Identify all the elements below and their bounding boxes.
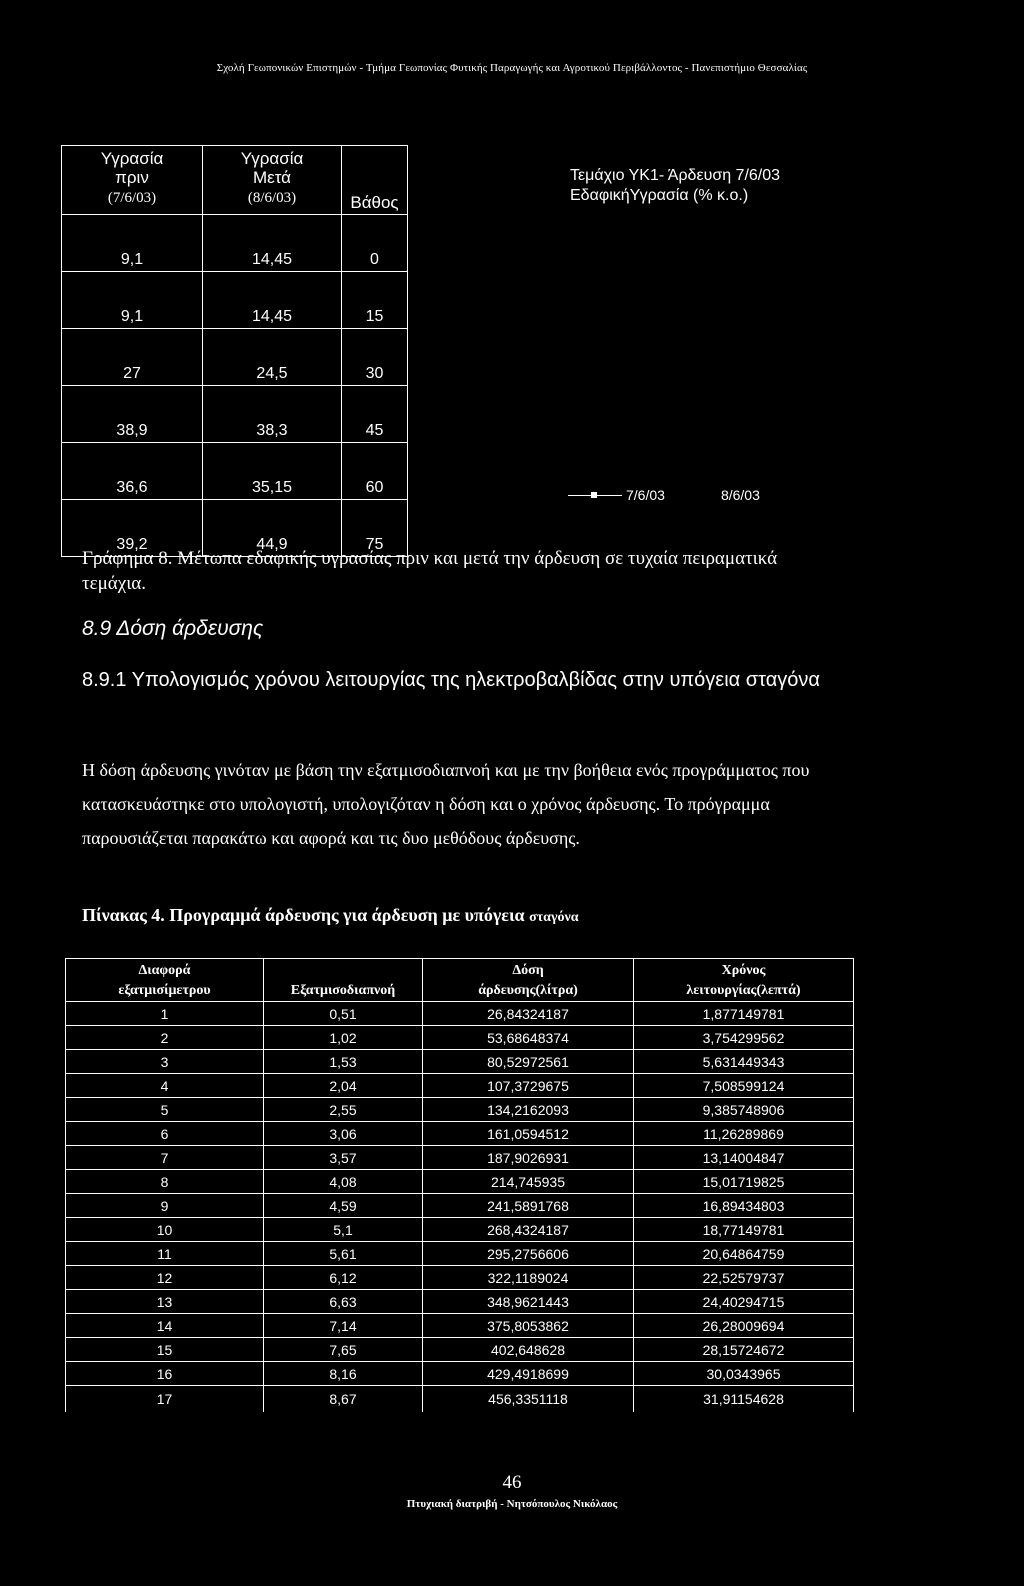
cell-evaporimeter-difference: 3 (66, 1050, 264, 1074)
header-col4-line1: Χρόνος (721, 963, 766, 978)
table-row (66, 1266, 854, 1290)
cell-operation-time: 3,754299562 (634, 1026, 854, 1050)
table-row (66, 1050, 854, 1074)
cell-evaporimeter-difference: 12 (66, 1266, 264, 1290)
chart-title-line2: ΕδαφικήΥγρασία (% κ.ο.) (570, 187, 749, 204)
cell-irrigation-dose: 241,5891768 (423, 1194, 634, 1218)
cell-operation-time: 20,64864759 (634, 1242, 854, 1266)
cell-evapotranspiration: 2,04 (264, 1074, 423, 1098)
cell-irrigation-dose: 322,1189024 (423, 1266, 634, 1290)
cell-operation-time: 28,15724672 (634, 1338, 854, 1362)
subsection-heading: 8.9.1 Υπολογισμός χρόνου λειτουργίας της ηλεκτροβαλβίδας στην υπόγεια σταγόνα (82, 669, 820, 691)
header-moisture-after (203, 146, 342, 215)
cell-operation-time: 9,385748906 (634, 1098, 854, 1122)
table-caption-tail: σταγόνα (529, 910, 579, 925)
cell-operation-time: 22,52579737 (634, 1266, 854, 1290)
cell-operation-time: 11,26289869 (634, 1122, 854, 1146)
cell-moisture-before: 9,1 (62, 215, 203, 272)
table-row (62, 215, 408, 272)
irrigation-table (65, 958, 854, 1412)
cell-evapotranspiration: 1,53 (264, 1050, 423, 1074)
footer-text: Πτυχιακή διατριβή - Νητσόπουλος Νικόλαος (406, 1498, 618, 1510)
header-evapotranspiration (264, 959, 423, 1002)
header-col4-line2: λειτουργίας(λεπτά) (686, 983, 801, 998)
cell-irrigation-dose: 161,0594512 (423, 1122, 634, 1146)
chart-title-line1: Τεμάχιο ΥΚ1- Άρδευση 7/6/03 (570, 167, 781, 184)
table-row (66, 1218, 854, 1242)
cell-evaporimeter-difference: 14 (66, 1314, 264, 1338)
table-row (66, 1242, 854, 1266)
cell-operation-time: 18,77149781 (634, 1218, 854, 1242)
moisture-table (61, 145, 408, 557)
chart-title (570, 166, 780, 206)
cell-irrigation-dose: 375,8053862 (423, 1314, 634, 1338)
header-before-line1: Υγρασία (100, 149, 164, 168)
header-depth: Βάθος (342, 146, 408, 215)
cell-evaporimeter-difference: 15 (66, 1338, 264, 1362)
header-evaporimeter-difference (66, 959, 264, 1002)
cell-operation-time: 13,14004847 (634, 1146, 854, 1170)
table-row (66, 1074, 854, 1098)
cell-depth: 60 (342, 443, 408, 500)
table-row (66, 1002, 854, 1026)
table-row (62, 272, 408, 329)
cell-depth: 15 (342, 272, 408, 329)
cell-irrigation-dose: 402,648628 (423, 1338, 634, 1362)
cell-evaporimeter-difference: 13 (66, 1290, 264, 1314)
irrigation-table-header (66, 959, 854, 1002)
moisture-table-header (62, 146, 408, 215)
header-col3-line2: άρδευσης(λίτρα) (478, 983, 578, 998)
cell-irrigation-dose: 348,9621443 (423, 1290, 634, 1314)
cell-evaporimeter-difference: 10 (66, 1218, 264, 1242)
cell-evapotranspiration: 6,63 (264, 1290, 423, 1314)
cell-evaporimeter-difference: 16 (66, 1362, 264, 1386)
cell-moisture-before: 39,2 (62, 500, 203, 557)
cell-evapotranspiration: 4,08 (264, 1170, 423, 1194)
cell-evaporimeter-difference: 2 (66, 1026, 264, 1050)
header-irrigation-dose (423, 959, 634, 1002)
cell-evapotranspiration: 3,57 (264, 1146, 423, 1170)
chart-legend (568, 487, 760, 503)
cell-irrigation-dose: 295,2756606 (423, 1242, 634, 1266)
cell-depth: 0 (342, 215, 408, 272)
cell-irrigation-dose: 53,68648374 (423, 1026, 634, 1050)
header-before-date: (7/6/03) (107, 190, 157, 206)
cell-moisture-before: 27 (62, 329, 203, 386)
table-row (66, 1386, 854, 1413)
section-heading: 8.9 Δόση άρδευσης (82, 617, 264, 640)
table-row (66, 1314, 854, 1338)
cell-operation-time: 30,0343965 (634, 1362, 854, 1386)
figure-caption: Γράφημα 8. Μέτωπα εδαφικής υγρασίας πριν και μετά την άρδευση σε τυχαία πειραματικά τεμάχια. (82, 548, 778, 594)
cell-evaporimeter-difference: 1 (66, 1002, 264, 1026)
table-row (62, 443, 408, 500)
cell-moisture-before: 9,1 (62, 272, 203, 329)
cell-moisture-after: 35,15 (203, 443, 342, 500)
table-row (66, 1170, 854, 1194)
cell-operation-time: 31,91154628 (634, 1386, 854, 1413)
cell-moisture-before: 38,9 (62, 386, 203, 443)
cell-operation-time: 5,631449343 (634, 1050, 854, 1074)
cell-evapotranspiration: 0,51 (264, 1002, 423, 1026)
header-after-line1: Υγρασία (240, 149, 304, 168)
page-number: 46 (502, 1472, 522, 1493)
cell-evapotranspiration: 5,61 (264, 1242, 423, 1266)
header-after-date: (8/6/03) (247, 190, 297, 206)
table-caption (82, 905, 579, 926)
cell-moisture-after: 14,45 (203, 272, 342, 329)
cell-irrigation-dose: 187,9026931 (423, 1146, 634, 1170)
header-col3-line1: Δόση (512, 963, 544, 978)
cell-irrigation-dose: 26,84324187 (423, 1002, 634, 1026)
header-col1-line2: εξατμισίμετρου (118, 983, 211, 998)
table-row (66, 1194, 854, 1218)
cell-evapotranspiration: 7,14 (264, 1314, 423, 1338)
cell-depth: 30 (342, 329, 408, 386)
header-operation-time (634, 959, 854, 1002)
cell-evapotranspiration: 6,12 (264, 1266, 423, 1290)
body-paragraph: Η δόση άρδευσης γινόταν με βάση την εξατμισοδιαπνοή και με την βοήθεια ενός προγράμματος που κατασκευάστηκε στο υπολογιστή, υπολογιζόταν η δόση και ο χρόνος άρδευσης. Το πρόγραμμα παρουσιάζεται παρακάτω και αφορά και τις δυο μεθόδους άρδευσης. (82, 760, 810, 848)
table-caption-main: Πίνακας 4. Προγραμμά άρδευσης για άρδευση με υπόγεια (82, 905, 525, 925)
cell-irrigation-dose: 107,3729675 (423, 1074, 634, 1098)
table-row (66, 1338, 854, 1362)
cell-operation-time: 16,89434803 (634, 1194, 854, 1218)
cell-irrigation-dose: 214,745935 (423, 1170, 634, 1194)
cell-irrigation-dose: 134,2162093 (423, 1098, 634, 1122)
cell-evapotranspiration: 8,16 (264, 1362, 423, 1386)
running-header: Σχολή Γεωπονικών Επιστημών - Τμήμα Γεωπονίας Φυτικής Παραγωγής και Αγροτικού Περιβάλλοντος - Πανεπιστήμιο Θεσσαλίας (216, 62, 808, 74)
header-after-line2: Μετά (252, 168, 292, 187)
cell-depth: 45 (342, 386, 408, 443)
cell-evapotranspiration: 7,65 (264, 1338, 423, 1362)
cell-evaporimeter-difference: 8 (66, 1170, 264, 1194)
cell-evapotranspiration: 3,06 (264, 1122, 423, 1146)
header-col1-line1: Διαφορά (138, 963, 191, 978)
cell-evaporimeter-difference: 17 (66, 1386, 264, 1413)
cell-moisture-after: 44,9 (203, 500, 342, 557)
cell-operation-time: 24,40294715 (634, 1290, 854, 1314)
cell-evaporimeter-difference: 9 (66, 1194, 264, 1218)
legend-label-series1: 7/6/03 (626, 487, 665, 503)
cell-evapotranspiration: 2,55 (264, 1098, 423, 1122)
cell-operation-time: 1,877149781 (634, 1002, 854, 1026)
cell-irrigation-dose: 268,4324187 (423, 1218, 634, 1242)
cell-moisture-after: 38,3 (203, 386, 342, 443)
cell-evaporimeter-difference: 4 (66, 1074, 264, 1098)
table-row (66, 1098, 854, 1122)
cell-depth: 75 (342, 500, 408, 557)
cell-moisture-after: 14,45 (203, 215, 342, 272)
table-row (62, 386, 408, 443)
cell-evaporimeter-difference: 6 (66, 1122, 264, 1146)
cell-evaporimeter-difference: 5 (66, 1098, 264, 1122)
header-col2-line1: Εξατμισοδιαπνοή (290, 983, 396, 998)
cell-evaporimeter-difference: 7 (66, 1146, 264, 1170)
cell-operation-time: 15,01719825 (634, 1170, 854, 1194)
cell-evapotranspiration: 4,59 (264, 1194, 423, 1218)
legend-label-series2: 8/6/03 (720, 487, 760, 503)
cell-operation-time: 26,28009694 (634, 1314, 854, 1338)
header-moisture-before (62, 146, 203, 215)
table-row (66, 1362, 854, 1386)
cell-evaporimeter-difference: 11 (66, 1242, 264, 1266)
cell-evapotranspiration: 5,1 (264, 1218, 423, 1242)
legend-marker-series1 (568, 495, 622, 496)
table-row (66, 1026, 854, 1050)
table-row (66, 1290, 854, 1314)
cell-irrigation-dose: 456,3351118 (423, 1386, 634, 1413)
table-row (66, 1146, 854, 1170)
table-row (66, 1122, 854, 1146)
table-row (62, 329, 408, 386)
cell-operation-time: 7,508599124 (634, 1074, 854, 1098)
cell-irrigation-dose: 80,52972561 (423, 1050, 634, 1074)
cell-moisture-after: 24,5 (203, 329, 342, 386)
cell-evapotranspiration: 8,67 (264, 1386, 423, 1413)
cell-moisture-before: 36,6 (62, 443, 203, 500)
header-before-line2: πριν (115, 168, 149, 187)
cell-evapotranspiration: 1,02 (264, 1026, 423, 1050)
cell-irrigation-dose: 429,4918699 (423, 1362, 634, 1386)
